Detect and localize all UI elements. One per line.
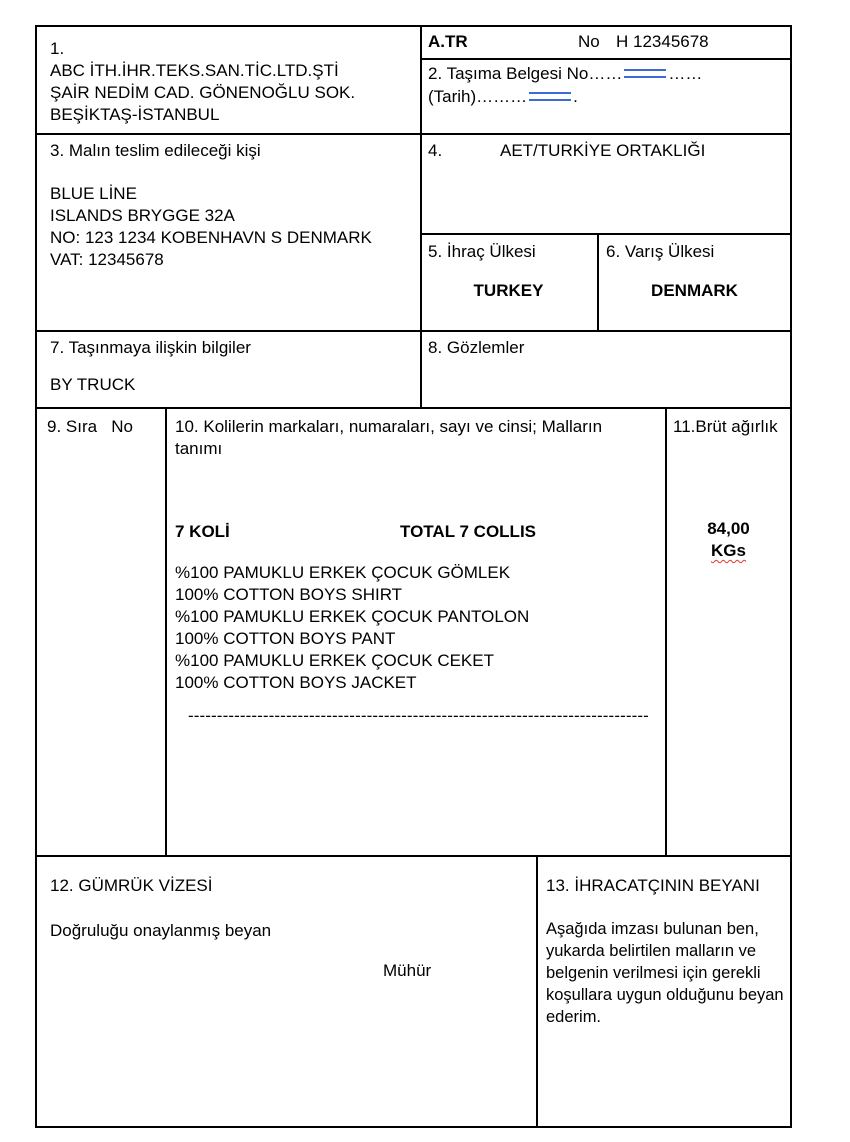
table-line-row2-bottom	[35, 330, 792, 332]
table-line-row3-bottom	[35, 407, 792, 409]
box4-title: AET/TURKİYE ORTAKLIĞI	[500, 141, 706, 160]
box2-transport-doc-line1	[428, 63, 702, 85]
box2-transport-doc-line2	[428, 86, 578, 108]
box3-consignee-line: NO: 123 1234 KOBENHAVN S DENMARK	[50, 228, 372, 247]
blue-field-mark	[529, 92, 571, 101]
box2-line1-text: 2. Taşıma Belgesi No……	[428, 64, 623, 83]
box2-line1-tail: ……	[668, 64, 703, 83]
table-line-box9-box10-divider	[165, 407, 167, 855]
box6-title: 6. Varış Ülkesi	[606, 242, 715, 261]
box8-title: 8. Gözlemler	[428, 338, 525, 357]
table-line-box12-box13-divider	[536, 855, 538, 1128]
box7-title: 7. Taşınmaya ilişkin bilgiler	[50, 338, 251, 357]
box3-title: 3. Malın teslim edileceği kişi	[50, 141, 261, 160]
box12-statement: Doğruluğu onaylanmış beyan	[50, 921, 272, 940]
table-line-atr-bottom	[420, 58, 792, 60]
box1-exporter-line: BEŞİKTAŞ-İSTANBUL	[50, 105, 220, 124]
box3-consignee-line: BLUE LİNE	[50, 184, 137, 203]
box11-unit-text: KGs	[711, 541, 746, 560]
atr-no-label: No	[578, 32, 600, 51]
box1-exporter-line: ABC İTH.İHR.TEKS.SAN.TİC.LTD.ŞTİ	[50, 61, 339, 80]
atr-number: H 12345678	[616, 32, 709, 51]
box10-goods-line: %100 PAMUKLU ERKEK ÇOCUK CEKET	[175, 651, 494, 670]
box10-dashed-divider: --------------------------------------------------------------------------------	[188, 706, 649, 725]
table-line-row1-bottom	[35, 133, 792, 135]
blue-field-mark	[624, 69, 666, 78]
box13-title: 13. İHRACATÇININ BEYANI	[546, 876, 760, 895]
box1-number: 1.	[50, 39, 65, 58]
atr-code: A.TR	[428, 32, 468, 51]
box5-export-country: TURKEY	[473, 281, 544, 300]
box12-title: 12. GÜMRÜK VİZESİ	[50, 876, 213, 895]
table-line-row4-bottom	[35, 855, 792, 857]
box3-consignee-line: ISLANDS BRYGGE 32A	[50, 206, 235, 225]
box5-title: 5. İhraç Ülkesi	[428, 242, 536, 261]
box10-koli-count: 7 KOLİ	[175, 522, 230, 541]
box12-stamp-label: Mühür	[383, 961, 432, 980]
box1-exporter-line: ŞAİR NEDİM CAD. GÖNENOĞLU SOK.	[50, 83, 356, 102]
box2-line2-tail: .	[573, 87, 578, 106]
box7-transport-value: BY TRUCK	[50, 375, 136, 394]
box3-consignee-line: VAT: 12345678	[50, 250, 164, 269]
box10-goods-line: 100% COTTON BOYS PANT	[175, 629, 396, 648]
box11-title: 11.Brüt ağırlık	[673, 417, 778, 436]
box9-title: 9. Sıra No	[47, 417, 133, 436]
table-line-center-column	[420, 25, 422, 407]
box10-total-collis: TOTAL 7 COLLIS	[400, 522, 537, 541]
box2-line2-text: (Tarih)………	[428, 87, 528, 106]
table-line-box4-bottom	[420, 233, 792, 235]
box10-goods-line: 100% COTTON BOYS JACKET	[175, 673, 417, 692]
box10-goods-line: 100% COTTON BOYS SHIRT	[175, 585, 403, 604]
table-line-box10-box11-divider	[665, 407, 667, 855]
box10-goods-line: %100 PAMUKLU ERKEK ÇOCUK GÖMLEK	[175, 563, 511, 582]
box10-goods-line: %100 PAMUKLU ERKEK ÇOCUK PANTOLON	[175, 607, 530, 626]
box4-number: 4.	[428, 141, 443, 160]
box11-weight-unit	[667, 540, 790, 562]
box6-destination-country: DENMARK	[651, 281, 738, 300]
box11-weight-value: 84,00	[707, 519, 750, 538]
box10-title: 10. Kolilerin markaları, numaraları, sayı ve cinsi; Malların tanımı	[175, 417, 603, 458]
box13-declaration-paragraph: Aşağıda imzası bulunan ben, yukarda belirtilen malların ve belgenin verilmesi için gerekli koşullara uygun olduğunu beyan ederim.	[546, 920, 784, 1026]
